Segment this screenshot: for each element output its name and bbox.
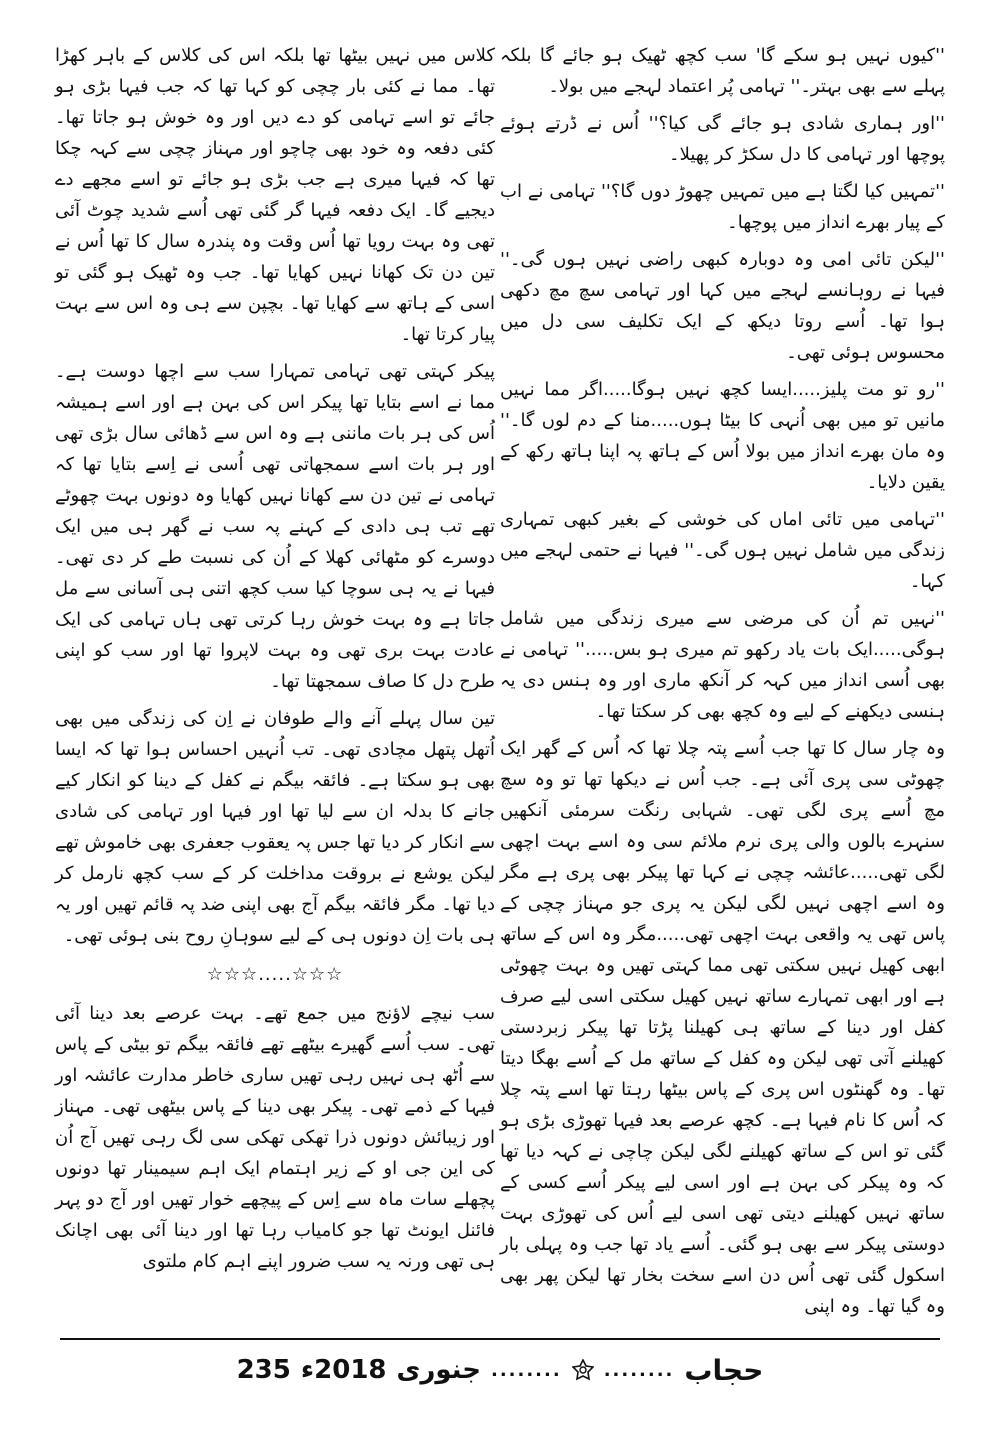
paragraph: سب نیچے لاؤنج میں جمع تھے۔ بہت عرصے بعد دینا آئی تھی۔ سب اُسے گھیرے بیٹھے تھے فائقہ بیگم تو بیٹی کے پاس سے اُٹھ ہی نہیں رہی تھیں ساری خاطر مدارت عائشہ اور فیہا کے ذمے تھی۔ پیکر بھی دینا کے پاس بیٹھی تھی۔ مہناز اور زیبائش دونوں ذرا تھکی تھکی سی لگ رہی تھیں آج اُن کی این جی او کے زیر اہتمام ایک اہم سیمینار تھا دونوں پچھلے سات ماہ سے اِس کے پیچھے خوار تھیں اور آج دو پہر فائنل ایونٹ تھا جو کامیاب رہا تھا اور دینا آئی بھی اچانک ہی تھی ورنہ یہ سب ضرور اپنے اہم کام ملتوی	[55, 1003, 495, 1272]
issue-month: جنوری	[396, 1355, 481, 1385]
paragraph: ''رو تو مت پلیز.....ایسا کچھ نہیں ہوگا.....اگر مما نہیں مانیں تو میں بھی اُنہی کا بیٹا ہوں.....منا کے دم لوں گا۔'' وہ مان بھرے انداز میں بولا اُس کے ہاتھ پہ اپنا ہاتھ رکھ کے یقین دلایا۔	[500, 379, 945, 493]
paragraph: ''کیوں نہیں ہو سکے گا' سب کچھ ٹھیک ہو جائے گا بلکہ پہلے سے بھی بہتر۔'' تہامی پُر اعتماد لہجے میں بولا۔	[500, 45, 945, 97]
flower-ornament-icon	[572, 1359, 594, 1381]
page-number: 235	[236, 1355, 291, 1385]
paragraph: ''اور ہماری شادی ہو جائے گی کیا؟'' اُس نے ڈرتے ہوئے پوچھا اور تہامی کا دل سکڑ کر پھیلا۔	[500, 113, 945, 165]
paragraph: پیکر کہتی تھی تہامی تمہارا سب سے اچھا دوست ہے۔ مما نے اسے بتایا تھا پیکر اس کی بہن ہے اور اسے ہمیشہ اُس کی ہر بات ماننی ہے وہ اس سے ڈھائی سال بڑی تھی اور ہر بات اسے سمجھاتی تھی اُسی نے اِسے بتایا تھا کہ تہامی نے تین دن سے کھانا نہیں کھایا وہ دونوں بہت چھوٹے تھے تب ہی دادی کے کہنے پہ سب نے گھر ہی میں ایک دوسرے کو مٹھائی کھلا کے اُن کی نسبت طے کر دی تھی۔ فیہا نے یہ ہی سوچا کیا سب کچھ اتنی ہی آسانی سے مل جاتا ہے وہ بہت خوش رہا کرتی تھی ہاں تہامی کی ایک عادت بہت بری تھی وہ بہت لاپروا تھا اور سب کو اپنی طرح دل کا صاف سمجھتا تھا۔	[55, 361, 495, 692]
paragraph: ''نہیں تم اُن کی مرضی سے میری زندگی میں شامل ہوگی.....ایک بات یاد رکھو تم میری ہو بس.....'' تہامی نے بھی اُسی انداز میں کہہ کر آنکھ ماری اور وہ ہنس دی یہ ہنسی دیکھنے کے لیے وہ کچھ بھی کر سکتا تھا۔	[500, 608, 945, 722]
footer-divider	[60, 1338, 940, 1340]
paragraph: ''لیکن تائی امی وہ دوبارہ کبھی راضی نہیں ہوں گی۔'' فیہا نے روہانسے لہجے میں کہا اور تہامی سچ مچ دکھی ہوا تھا۔ اُسے روتا دیکھ کے ایک تکلیف سی دل میں محسوس ہوئی تھی۔	[500, 249, 945, 363]
footer-dots: ........	[603, 1359, 675, 1381]
magazine-name: حجاب	[684, 1353, 764, 1387]
right-column	[500, 40, 945, 1328]
left-column	[55, 40, 495, 1283]
paragraph: وہ چار سال کا تھا جب اُسے پتہ چلا تھا کہ اُس کے گھر ایک چھوٹی سی پری آئی ہے۔ جب اُس نے دیکھا تھا تو وہ سچ مچ اُسے پری لگی تھی۔ شہابی رنگت سرمئی آنکھیں سنہرے بالوں والی پری نرم ملائم سی وہ اسے بہت اچھی لگی تھی.....عائشہ چچی نے کہا تھا پیکر بھی پری ہے مگر وہ اسے اچھی نہیں لگی لیکن یہ پری جو مہناز چچی کے پاس تھی یہ واقعی بہت اچھی تھی.....مگر وہ اس کے ساتھ ابھی کھیل نہیں سکتی تھی مما کہتی تھیں وہ بہت چھوٹی ہے اور ابھی تمہارے ساتھ نہیں کھیل سکتی اسی لیے صرف کفل اور دینا کے ساتھ ہی کھیلنا پڑتا تھا پیکر زبردستی کھیلنے آتی تھی لیکن وہ کفل کے ساتھ مل کے اُسے بھگا دیتا تھا۔ وہ گھنٹوں اس پری کے پاس بیٹھا رہتا تھا اسے پتہ چلا کہ اُس کا نام فیہا ہے۔ کچھ عرصے بعد فیہا تھوڑی بڑی ہو گئی تو اس کے ساتھ کھیلنے لگی لیکن چاچی نے کہہ دیا تھا کہ وہ پیکر کی بہن ہے اور اسی لیے پیکر اُسے کسی کے ساتھ نہیں کھیلنے دیتی تھی اسی لیے اُس کی تھوڑی بہت دوستی پیکر سے بھی ہو گئی۔ اُسے یاد تھا جب وہ پہلی بار اسکول گئی تھی اُس دن اسے سخت بخار تھا لیکن پھر بھی وہ گیا تھا۔ وہ اپنی	[500, 738, 945, 1317]
section-divider-stars: ☆☆☆.....☆☆☆	[206, 964, 344, 985]
paragraph: ''تہامی میں تائی اماں کی خوشی کے بغیر کبھی تمہاری زندگی میں شامل نہیں ہوں گی۔'' فیہا نے حتمی لہجے میں کہا۔	[500, 509, 945, 592]
paragraph: کلاس میں نہیں بیٹھا تھا بلکہ اس کی کلاس کے باہر کھڑا تھا۔ مما نے کئی بار چچی کو کہا تھا کہ جب فیہا بڑی ہو جائے تو اسے تہامی کو دے دیں اور وہ خوش ہو جاتا تھا۔ کئی دفعہ وہ خود بھی چاچو اور مہناز چچی سے کہہ چکا تھا کہ فیہا میری ہے جب بڑی ہو جائے تو اسے مجھے دے دیجیے گا۔ ایک دفعہ فیہا گر گئی تھی اُسے شدید چوٹ آئی تھی وہ بہت رویا تھا اُس وقت وہ پندرہ سال کا تھا اُس نے تین دن تک کھانا نہیں کھایا تھا۔ جب وہ ٹھیک ہو گئی تو اسی کے ہاتھ سے کھایا تھا۔ بچپن سے ہی وہ اس سے بہت پیار کرتا تھا۔	[55, 45, 495, 345]
paragraph: ''تمہیں کیا لگتا ہے میں تمہیں چھوڑ دوں گا؟'' تہامی نے اب کے پیار بھرے انداز میں پوچھا۔	[500, 181, 945, 233]
page-footer	[60, 1350, 940, 1390]
paragraph: تین سال پہلے آنے والے طوفان نے اِن کی زندگی میں بھی اُتھل پتھل مچادی تھی۔ تب اُنہیں احساس ہوا تھا کہ ایسا بھی ہو سکتا ہے۔ فائقہ بیگم نے کفل کے دینا کو انکار کیے جانے کا بدلہ ان سے لیا تھا اور فیہا اور تہامی کی شادی سے انکار کر دیا تھا جس پہ یعقوب جعفری بھی خاموش تھے لیکن یوشع نے بروقت مداخلت کر کے سب کچھ نارمل کر دیا تھا۔ مگر فائقہ بیگم آج بھی اپنی ضد پہ قائم تھیں اور یہ ہی بات اِن دونوں ہی کے لیے سوہانِ روح بنی ہوئی تھی۔	[55, 708, 495, 946]
issue-year: 2018ء	[300, 1355, 387, 1385]
footer-dots: ........	[490, 1359, 562, 1381]
